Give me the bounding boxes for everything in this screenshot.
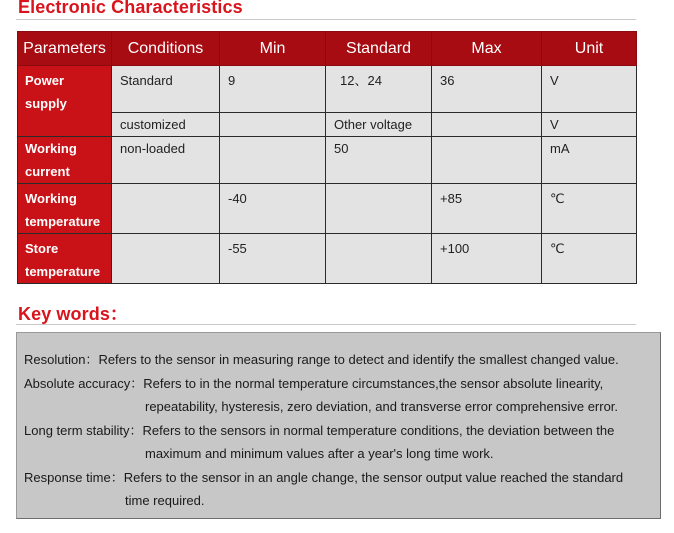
keyword-definition: Refers to the sensors in normal temperature conditions, the deviation between the [142, 422, 615, 438]
param-cell-store-temperature [18, 234, 112, 284]
section-title-key-words: Key words： [18, 304, 129, 324]
keyword-label: Response time： [24, 469, 124, 485]
keyword-definition: Refers to the sensor in measuring range to detect and identify the smallest changed value. [98, 352, 619, 367]
header-conditions: Conditions [112, 32, 220, 66]
table-row [18, 234, 637, 284]
table-header-row [18, 32, 637, 66]
unit-cell: V [542, 66, 637, 113]
max-cell [432, 113, 542, 137]
param-label: temperature [25, 264, 101, 279]
table-row [18, 137, 637, 184]
condition-cell: customized [112, 113, 220, 137]
keyword-definition-continued: repeatability, hysteresis, zero deviation, and transverse error comprehensive error. [145, 399, 619, 414]
header-max: Max [432, 32, 542, 66]
table-row [18, 184, 637, 234]
min-cell [220, 113, 326, 137]
param-label: Working [25, 141, 77, 156]
table-row [18, 66, 637, 113]
max-cell: +100 [432, 234, 542, 284]
param-label: temperature [25, 214, 101, 229]
standard-cell [326, 184, 432, 234]
condition-cell: Standard [112, 66, 220, 113]
keyword-definition-continued: maximum and minimum values after a year's long time work. [145, 446, 494, 461]
header-standard: Standard [326, 32, 432, 66]
keywords-box [16, 332, 661, 519]
standard-cell: 50 [326, 137, 432, 184]
param-label: Working [25, 191, 77, 206]
standard-cell: 12、24 [326, 66, 432, 113]
unit-cell: ℃ [542, 184, 637, 234]
min-cell: 9 [220, 66, 326, 113]
param-label: Store [25, 241, 59, 256]
keyword-entry-long-term-stability [24, 419, 660, 466]
param-cell-working-current [18, 137, 112, 184]
param-label: current [25, 164, 70, 179]
min-cell [220, 137, 326, 184]
keyword-entry-response-time [24, 466, 660, 513]
condition-cell [112, 234, 220, 284]
keyword-label: Absolute accuracy： [24, 375, 144, 391]
max-cell [432, 137, 542, 184]
section-title-electronic-characteristics: Electronic Characteristics [18, 0, 243, 17]
unit-cell: mA [542, 137, 637, 184]
keyword-label: Long term stability： [24, 422, 143, 438]
keywords-divider [16, 324, 636, 325]
max-cell: 36 [432, 66, 542, 113]
keyword-entry-absolute-accuracy [24, 372, 660, 419]
header-min: Min [220, 32, 326, 66]
electronic-characteristics-table [17, 31, 637, 284]
keyword-definition-continued: time required. [125, 493, 205, 508]
min-cell: -40 [220, 184, 326, 234]
keyword-definition: Refers to in the normal temperature circumstances,the sensor absolute linearity, [143, 375, 604, 391]
param-cell-power-supply [18, 66, 112, 137]
unit-cell: ℃ [542, 234, 637, 284]
header-unit: Unit [542, 32, 637, 66]
standard-cell: Other voltage [326, 113, 432, 137]
keyword-entry-resolution [24, 348, 660, 372]
keyword-definition: Refers to the sensor in an angle change, the sensor output value reached the standard [123, 469, 624, 485]
condition-cell: non-loaded [112, 137, 220, 184]
standard-cell [326, 234, 432, 284]
min-cell: -55 [220, 234, 326, 284]
keyword-label: Resolution： [24, 352, 99, 367]
param-label: supply [25, 96, 67, 111]
param-label: Power [25, 73, 65, 88]
condition-cell [112, 184, 220, 234]
max-cell: +85 [432, 184, 542, 234]
title-divider [16, 19, 636, 20]
header-parameters: Parameters [18, 32, 112, 66]
unit-cell: V [542, 113, 637, 137]
param-cell-working-temperature [18, 184, 112, 234]
